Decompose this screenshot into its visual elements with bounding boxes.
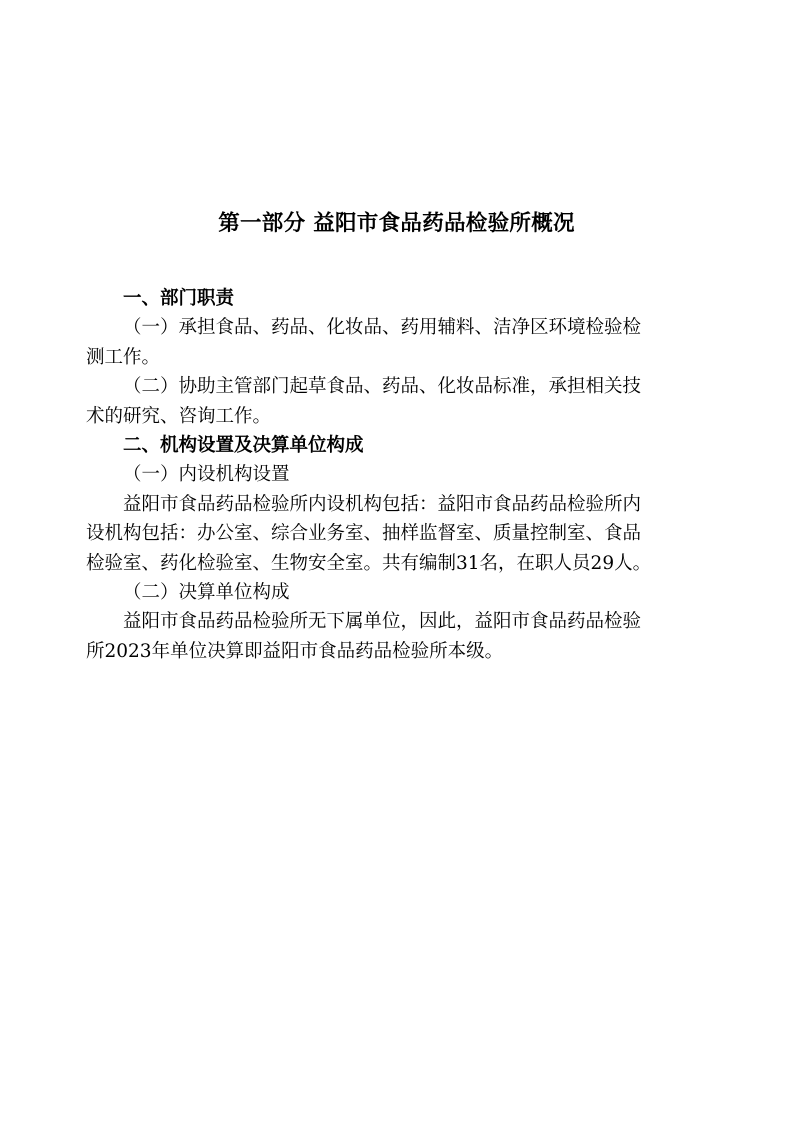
paragraph-duty-1 <box>86 313 726 372</box>
paragraph-line: （一）内设机构设置 <box>123 464 290 486</box>
paragraph-line: （二）决算单位构成 <box>123 581 290 603</box>
paragraph-line: 测工作。 <box>86 346 161 368</box>
paragraph-line: 术的研究、咨询工作。 <box>86 405 272 427</box>
paragraph-accounting-unit <box>86 607 726 666</box>
paragraph-line: 所2023年单位决算即益阳市食品药品检验所本级。 <box>86 640 504 662</box>
paragraph-line: 检验室、药化检验室、生物安全室。共有编制31名，在职人员29人。 <box>86 552 652 574</box>
paragraph-line: 设机构包括：办公室、综合业务室、抽样监督室、质量控制室、食品 <box>86 523 642 545</box>
section-heading-duties: 一、部门职责 <box>123 288 235 309</box>
document-title: 第一部分 益阳市食品药品检验所概况 <box>218 211 575 236</box>
paragraph-duty-2 <box>86 372 726 431</box>
subheading-accounting-unit <box>86 578 726 607</box>
section-heading-organization: 二、机构设置及决算单位构成 <box>123 434 364 456</box>
paragraph-internal-structure <box>86 490 726 578</box>
paragraph-line: 益阳市食品药品检验所内设机构包括：益阳市食品药品检验所内 <box>123 493 642 515</box>
document-body <box>86 284 726 666</box>
paragraph-line: （二）协助主管部门起草食品、药品、化妆品标准，承担相关技 <box>123 376 642 398</box>
paragraph-line: （一）承担食品、药品、化妆品、药用辅料、洁净区环境检验检 <box>123 317 642 339</box>
paragraph-line: 益阳市食品药品检验所无下属单位，因此，益阳市食品药品检验 <box>123 611 642 633</box>
subheading-internal-structure <box>86 460 726 489</box>
